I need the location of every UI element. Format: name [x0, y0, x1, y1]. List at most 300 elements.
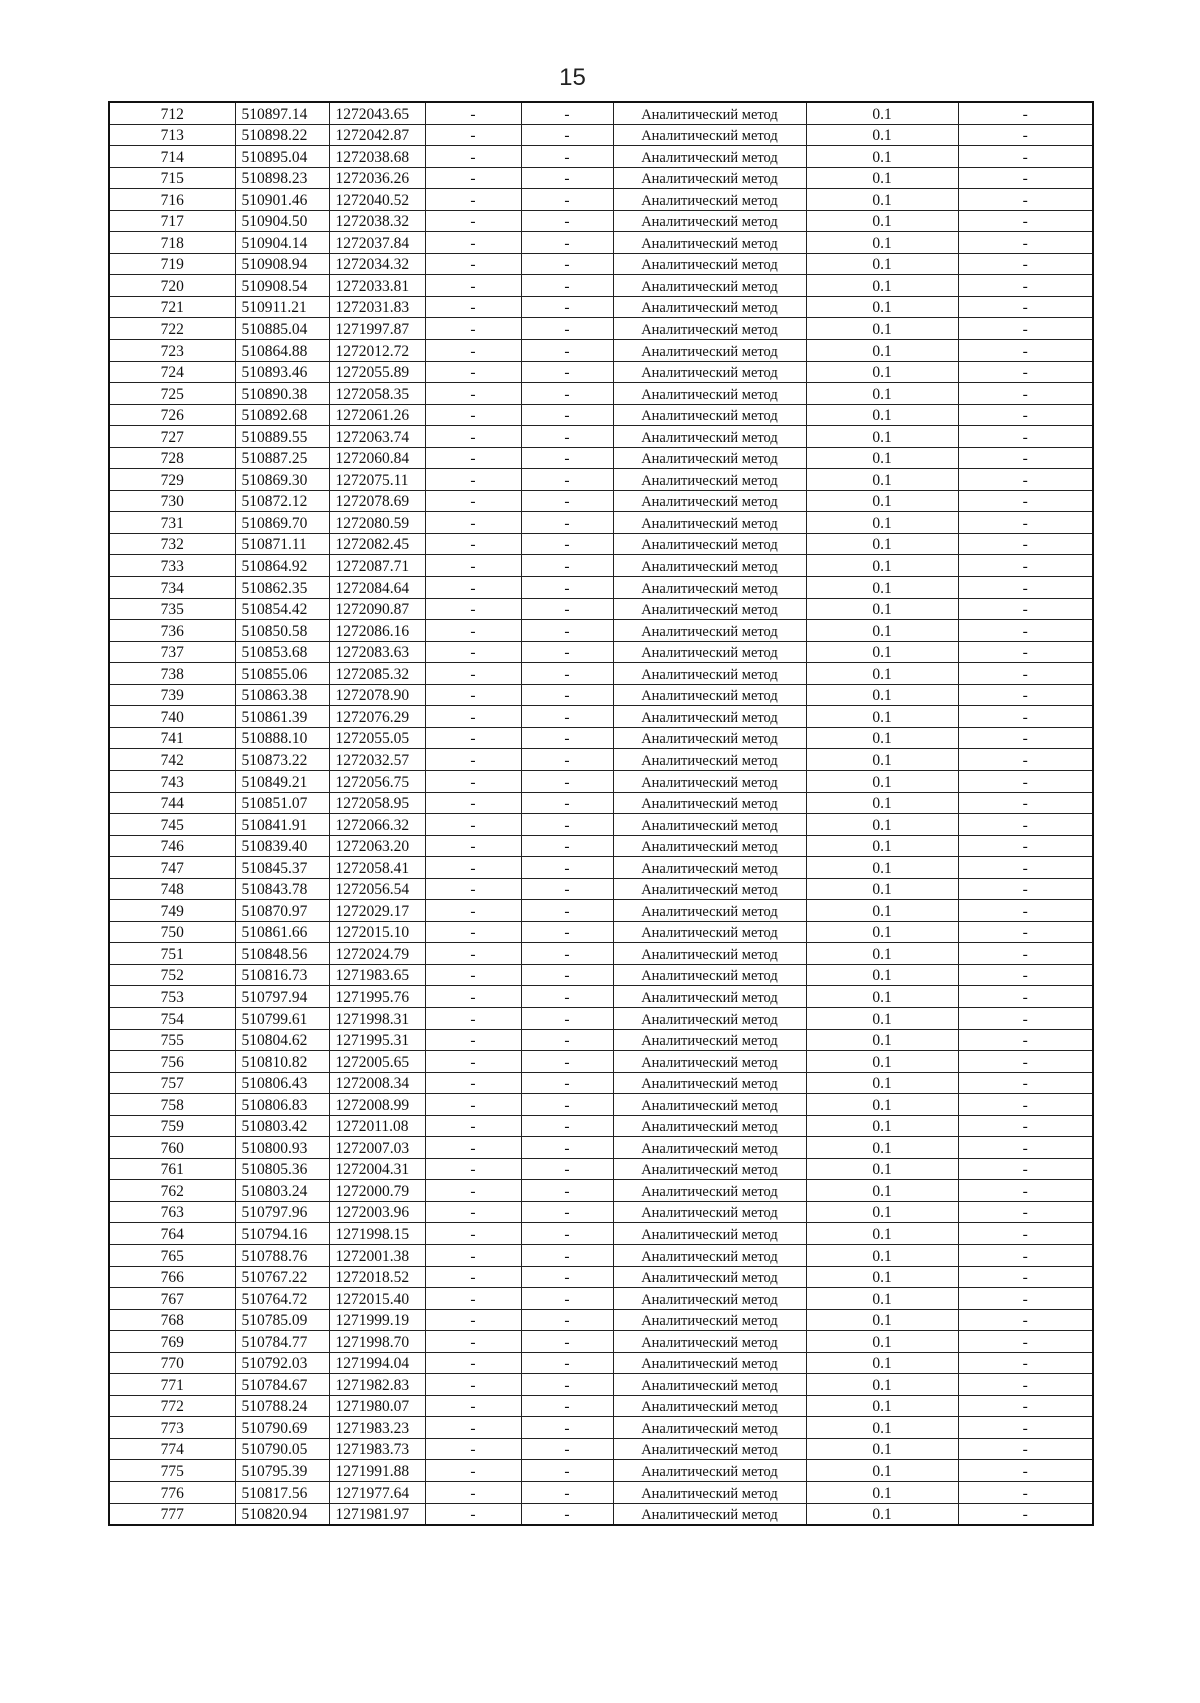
column-8-cell: -	[958, 663, 1093, 685]
column-5-cell: -	[521, 1352, 613, 1374]
column-8-cell: -	[958, 814, 1093, 836]
accuracy-cell: 0.1	[806, 921, 958, 943]
point-number-cell: 722	[109, 318, 235, 340]
table-row	[109, 253, 1093, 275]
point-number-cell: 735	[109, 598, 235, 620]
column-4-cell: -	[425, 814, 521, 836]
table-row	[109, 706, 1093, 728]
table-row	[109, 1288, 1093, 1310]
accuracy-cell: 0.1	[806, 102, 958, 124]
column-8-cell: -	[958, 1007, 1093, 1029]
x-coordinate-cell: 510817.56	[235, 1482, 329, 1504]
method-cell: Аналитический метод	[613, 1201, 806, 1223]
x-coordinate-cell: 510784.77	[235, 1331, 329, 1353]
y-coordinate-cell: 1272000.79	[329, 1180, 425, 1202]
column-5-cell: -	[521, 189, 613, 211]
y-coordinate-cell: 1271983.65	[329, 964, 425, 986]
accuracy-cell: 0.1	[806, 1158, 958, 1180]
point-number-cell: 749	[109, 900, 235, 922]
accuracy-cell: 0.1	[806, 340, 958, 362]
accuracy-cell: 0.1	[806, 1094, 958, 1116]
table-row	[109, 555, 1093, 577]
table-row	[109, 232, 1093, 254]
y-coordinate-cell: 1272018.52	[329, 1266, 425, 1288]
y-coordinate-cell: 1271994.04	[329, 1352, 425, 1374]
column-4-cell: -	[425, 857, 521, 879]
y-coordinate-cell: 1272056.75	[329, 770, 425, 792]
y-coordinate-cell: 1272011.08	[329, 1115, 425, 1137]
table-row	[109, 1352, 1093, 1374]
accuracy-cell: 0.1	[806, 1331, 958, 1353]
x-coordinate-cell: 510904.50	[235, 210, 329, 232]
accuracy-cell: 0.1	[806, 167, 958, 189]
y-coordinate-cell: 1272040.52	[329, 189, 425, 211]
table-row	[109, 146, 1093, 168]
column-8-cell: -	[958, 232, 1093, 254]
column-8-cell: -	[958, 620, 1093, 642]
column-4-cell: -	[425, 1503, 521, 1525]
column-4-cell: -	[425, 232, 521, 254]
x-coordinate-cell: 510795.39	[235, 1460, 329, 1482]
method-cell: Аналитический метод	[613, 1180, 806, 1202]
x-coordinate-cell: 510861.66	[235, 921, 329, 943]
x-coordinate-cell: 510873.22	[235, 749, 329, 771]
x-coordinate-cell: 510792.03	[235, 1352, 329, 1374]
column-8-cell: -	[958, 921, 1093, 943]
table-row	[109, 383, 1093, 405]
column-5-cell: -	[521, 1460, 613, 1482]
x-coordinate-cell: 510864.92	[235, 555, 329, 577]
method-cell: Аналитический метод	[613, 986, 806, 1008]
column-8-cell: -	[958, 1029, 1093, 1051]
method-cell: Аналитический метод	[613, 878, 806, 900]
column-4-cell: -	[425, 1180, 521, 1202]
y-coordinate-cell: 1272090.87	[329, 598, 425, 620]
y-coordinate-cell: 1272008.34	[329, 1072, 425, 1094]
y-coordinate-cell: 1271980.07	[329, 1395, 425, 1417]
y-coordinate-cell: 1272032.57	[329, 749, 425, 771]
column-8-cell: -	[958, 684, 1093, 706]
x-coordinate-cell: 510764.72	[235, 1288, 329, 1310]
column-4-cell: -	[425, 835, 521, 857]
x-coordinate-cell: 510850.58	[235, 620, 329, 642]
column-8-cell: -	[958, 318, 1093, 340]
column-5-cell: -	[521, 1115, 613, 1137]
method-cell: Аналитический метод	[613, 792, 806, 814]
method-cell: Аналитический метод	[613, 900, 806, 922]
column-8-cell: -	[958, 210, 1093, 232]
method-cell: Аналитический метод	[613, 663, 806, 685]
table-row	[109, 1503, 1093, 1525]
table-row	[109, 533, 1093, 555]
coordinates-table	[108, 101, 1094, 1526]
point-number-cell: 773	[109, 1417, 235, 1439]
accuracy-cell: 0.1	[806, 1201, 958, 1223]
column-4-cell: -	[425, 533, 521, 555]
point-number-cell: 730	[109, 490, 235, 512]
column-8-cell: -	[958, 1201, 1093, 1223]
column-8-cell: -	[958, 964, 1093, 986]
y-coordinate-cell: 1272080.59	[329, 512, 425, 534]
accuracy-cell: 0.1	[806, 900, 958, 922]
method-cell: Аналитический метод	[613, 167, 806, 189]
y-coordinate-cell: 1272085.32	[329, 663, 425, 685]
column-4-cell: -	[425, 1051, 521, 1073]
column-5-cell: -	[521, 296, 613, 318]
method-cell: Аналитический метод	[613, 1331, 806, 1353]
method-cell: Аналитический метод	[613, 1244, 806, 1266]
accuracy-cell: 0.1	[806, 706, 958, 728]
column-5-cell: -	[521, 620, 613, 642]
point-number-cell: 770	[109, 1352, 235, 1374]
method-cell: Аналитический метод	[613, 921, 806, 943]
table-row	[109, 749, 1093, 771]
table-row	[109, 1158, 1093, 1180]
accuracy-cell: 0.1	[806, 490, 958, 512]
column-5-cell: -	[521, 232, 613, 254]
x-coordinate-cell: 510861.39	[235, 706, 329, 728]
column-4-cell: -	[425, 1244, 521, 1266]
column-5-cell: -	[521, 426, 613, 448]
x-coordinate-cell: 510851.07	[235, 792, 329, 814]
y-coordinate-cell: 1272055.05	[329, 727, 425, 749]
column-5-cell: -	[521, 749, 613, 771]
accuracy-cell: 0.1	[806, 1309, 958, 1331]
column-4-cell: -	[425, 555, 521, 577]
table-row	[109, 124, 1093, 146]
method-cell: Аналитический метод	[613, 1029, 806, 1051]
accuracy-cell: 0.1	[806, 1223, 958, 1245]
column-5-cell: -	[521, 1244, 613, 1266]
y-coordinate-cell: 1272003.96	[329, 1201, 425, 1223]
x-coordinate-cell: 510767.22	[235, 1266, 329, 1288]
method-cell: Аналитический метод	[613, 232, 806, 254]
accuracy-cell: 0.1	[806, 1266, 958, 1288]
column-4-cell: -	[425, 1007, 521, 1029]
accuracy-cell: 0.1	[806, 878, 958, 900]
method-cell: Аналитический метод	[613, 1460, 806, 1482]
column-5-cell: -	[521, 641, 613, 663]
column-5-cell: -	[521, 814, 613, 836]
column-8-cell: -	[958, 1374, 1093, 1396]
column-5-cell: -	[521, 727, 613, 749]
point-number-cell: 757	[109, 1072, 235, 1094]
table-row	[109, 1438, 1093, 1460]
method-cell: Аналитический метод	[613, 124, 806, 146]
column-5-cell: -	[521, 835, 613, 857]
y-coordinate-cell: 1272012.72	[329, 340, 425, 362]
x-coordinate-cell: 510785.09	[235, 1309, 329, 1331]
column-5-cell: -	[521, 318, 613, 340]
coordinates-table-body	[109, 102, 1093, 1525]
method-cell: Аналитический метод	[613, 1137, 806, 1159]
point-number-cell: 734	[109, 577, 235, 599]
point-number-cell: 739	[109, 684, 235, 706]
column-8-cell: -	[958, 1482, 1093, 1504]
accuracy-cell: 0.1	[806, 1395, 958, 1417]
accuracy-cell: 0.1	[806, 577, 958, 599]
x-coordinate-cell: 510904.14	[235, 232, 329, 254]
x-coordinate-cell: 510869.70	[235, 512, 329, 534]
x-coordinate-cell: 510841.91	[235, 814, 329, 836]
accuracy-cell: 0.1	[806, 663, 958, 685]
method-cell: Аналитический метод	[613, 1115, 806, 1137]
x-coordinate-cell: 510845.37	[235, 857, 329, 879]
point-number-cell: 714	[109, 146, 235, 168]
y-coordinate-cell: 1271991.88	[329, 1460, 425, 1482]
accuracy-cell: 0.1	[806, 253, 958, 275]
x-coordinate-cell: 510870.97	[235, 900, 329, 922]
x-coordinate-cell: 510854.42	[235, 598, 329, 620]
point-number-cell: 721	[109, 296, 235, 318]
x-coordinate-cell: 510794.16	[235, 1223, 329, 1245]
table-row	[109, 512, 1093, 534]
point-number-cell: 731	[109, 512, 235, 534]
point-number-cell: 752	[109, 964, 235, 986]
column-4-cell: -	[425, 1072, 521, 1094]
accuracy-cell: 0.1	[806, 684, 958, 706]
column-4-cell: -	[425, 340, 521, 362]
method-cell: Аналитический метод	[613, 189, 806, 211]
point-number-cell: 718	[109, 232, 235, 254]
column-8-cell: -	[958, 1158, 1093, 1180]
accuracy-cell: 0.1	[806, 1288, 958, 1310]
accuracy-cell: 0.1	[806, 555, 958, 577]
column-5-cell: -	[521, 1223, 613, 1245]
accuracy-cell: 0.1	[806, 1503, 958, 1525]
method-cell: Аналитический метод	[613, 620, 806, 642]
table-row	[109, 1051, 1093, 1073]
method-cell: Аналитический метод	[613, 447, 806, 469]
point-number-cell: 766	[109, 1266, 235, 1288]
column-4-cell: -	[425, 1438, 521, 1460]
point-number-cell: 736	[109, 620, 235, 642]
column-5-cell: -	[521, 1072, 613, 1094]
x-coordinate-cell: 510843.78	[235, 878, 329, 900]
table-row	[109, 814, 1093, 836]
column-5-cell: -	[521, 1158, 613, 1180]
point-number-cell: 728	[109, 447, 235, 469]
column-8-cell: -	[958, 1137, 1093, 1159]
x-coordinate-cell: 510862.35	[235, 577, 329, 599]
column-4-cell: -	[425, 146, 521, 168]
accuracy-cell: 0.1	[806, 770, 958, 792]
x-coordinate-cell: 510806.43	[235, 1072, 329, 1094]
method-cell: Аналитический метод	[613, 1051, 806, 1073]
method-cell: Аналитический метод	[613, 102, 806, 124]
column-4-cell: -	[425, 189, 521, 211]
x-coordinate-cell: 510892.68	[235, 404, 329, 426]
accuracy-cell: 0.1	[806, 964, 958, 986]
point-number-cell: 768	[109, 1309, 235, 1331]
column-4-cell: -	[425, 641, 521, 663]
column-5-cell: -	[521, 598, 613, 620]
x-coordinate-cell: 510911.21	[235, 296, 329, 318]
method-cell: Аналитический метод	[613, 577, 806, 599]
table-row	[109, 490, 1093, 512]
y-coordinate-cell: 1272029.17	[329, 900, 425, 922]
method-cell: Аналитический метод	[613, 1374, 806, 1396]
accuracy-cell: 0.1	[806, 361, 958, 383]
column-8-cell: -	[958, 404, 1093, 426]
accuracy-cell: 0.1	[806, 146, 958, 168]
column-5-cell: -	[521, 102, 613, 124]
table-row	[109, 986, 1093, 1008]
x-coordinate-cell: 510784.67	[235, 1374, 329, 1396]
page-number: 15	[559, 64, 586, 91]
method-cell: Аналитический метод	[613, 857, 806, 879]
x-coordinate-cell: 510803.42	[235, 1115, 329, 1137]
point-number-cell: 712	[109, 102, 235, 124]
table-row	[109, 1374, 1093, 1396]
column-8-cell: -	[958, 490, 1093, 512]
table-row	[109, 1331, 1093, 1353]
y-coordinate-cell: 1271995.31	[329, 1029, 425, 1051]
column-8-cell: -	[958, 1223, 1093, 1245]
column-5-cell: -	[521, 1007, 613, 1029]
point-number-cell: 720	[109, 275, 235, 297]
method-cell: Аналитический метод	[613, 1352, 806, 1374]
x-coordinate-cell: 510788.24	[235, 1395, 329, 1417]
table-row	[109, 361, 1093, 383]
table-row	[109, 964, 1093, 986]
y-coordinate-cell: 1272038.32	[329, 210, 425, 232]
point-number-cell: 719	[109, 253, 235, 275]
y-coordinate-cell: 1271983.73	[329, 1438, 425, 1460]
column-4-cell: -	[425, 1094, 521, 1116]
column-5-cell: -	[521, 921, 613, 943]
y-coordinate-cell: 1272015.10	[329, 921, 425, 943]
column-4-cell: -	[425, 770, 521, 792]
accuracy-cell: 0.1	[806, 404, 958, 426]
column-5-cell: -	[521, 684, 613, 706]
accuracy-cell: 0.1	[806, 232, 958, 254]
y-coordinate-cell: 1272058.35	[329, 383, 425, 405]
column-4-cell: -	[425, 921, 521, 943]
method-cell: Аналитический метод	[613, 361, 806, 383]
y-coordinate-cell: 1272034.32	[329, 253, 425, 275]
column-5-cell: -	[521, 1438, 613, 1460]
point-number-cell: 740	[109, 706, 235, 728]
column-4-cell: -	[425, 900, 521, 922]
accuracy-cell: 0.1	[806, 749, 958, 771]
accuracy-cell: 0.1	[806, 318, 958, 340]
point-number-cell: 713	[109, 124, 235, 146]
table-row	[109, 1137, 1093, 1159]
point-number-cell: 760	[109, 1137, 235, 1159]
x-coordinate-cell: 510898.22	[235, 124, 329, 146]
point-number-cell: 746	[109, 835, 235, 857]
column-8-cell: -	[958, 835, 1093, 857]
column-4-cell: -	[425, 1331, 521, 1353]
column-8-cell: -	[958, 770, 1093, 792]
column-5-cell: -	[521, 986, 613, 1008]
method-cell: Аналитический метод	[613, 814, 806, 836]
method-cell: Аналитический метод	[613, 1158, 806, 1180]
column-8-cell: -	[958, 1051, 1093, 1073]
x-coordinate-cell: 510806.83	[235, 1094, 329, 1116]
column-5-cell: -	[521, 900, 613, 922]
y-coordinate-cell: 1272061.26	[329, 404, 425, 426]
y-coordinate-cell: 1272076.29	[329, 706, 425, 728]
table-row	[109, 210, 1093, 232]
method-cell: Аналитический метод	[613, 490, 806, 512]
column-5-cell: -	[521, 383, 613, 405]
table-row	[109, 943, 1093, 965]
point-number-cell: 777	[109, 1503, 235, 1525]
point-number-cell: 763	[109, 1201, 235, 1223]
table-row	[109, 598, 1093, 620]
accuracy-cell: 0.1	[806, 275, 958, 297]
point-number-cell: 733	[109, 555, 235, 577]
column-8-cell: -	[958, 1266, 1093, 1288]
y-coordinate-cell: 1272087.71	[329, 555, 425, 577]
column-5-cell: -	[521, 447, 613, 469]
x-coordinate-cell: 510805.36	[235, 1158, 329, 1180]
column-5-cell: -	[521, 512, 613, 534]
x-coordinate-cell: 510863.38	[235, 684, 329, 706]
accuracy-cell: 0.1	[806, 641, 958, 663]
column-5-cell: -	[521, 1137, 613, 1159]
column-4-cell: -	[425, 383, 521, 405]
point-number-cell: 756	[109, 1051, 235, 1073]
method-cell: Аналитический метод	[613, 706, 806, 728]
x-coordinate-cell: 510810.82	[235, 1051, 329, 1073]
table-row	[109, 447, 1093, 469]
method-cell: Аналитический метод	[613, 469, 806, 491]
column-5-cell: -	[521, 490, 613, 512]
column-5-cell: -	[521, 404, 613, 426]
column-4-cell: -	[425, 1374, 521, 1396]
x-coordinate-cell: 510855.06	[235, 663, 329, 685]
method-cell: Аналитический метод	[613, 253, 806, 275]
y-coordinate-cell: 1271995.76	[329, 986, 425, 1008]
column-8-cell: -	[958, 189, 1093, 211]
table-row	[109, 404, 1093, 426]
column-8-cell: -	[958, 1395, 1093, 1417]
x-coordinate-cell: 510885.04	[235, 318, 329, 340]
x-coordinate-cell: 510901.46	[235, 189, 329, 211]
accuracy-cell: 0.1	[806, 1482, 958, 1504]
column-8-cell: -	[958, 124, 1093, 146]
column-5-cell: -	[521, 361, 613, 383]
column-5-cell: -	[521, 1288, 613, 1310]
table-row	[109, 1007, 1093, 1029]
accuracy-cell: 0.1	[806, 1072, 958, 1094]
column-5-cell: -	[521, 533, 613, 555]
x-coordinate-cell: 510849.21	[235, 770, 329, 792]
table-row	[109, 620, 1093, 642]
column-4-cell: -	[425, 1223, 521, 1245]
column-4-cell: -	[425, 1395, 521, 1417]
column-8-cell: -	[958, 296, 1093, 318]
column-8-cell: -	[958, 749, 1093, 771]
method-cell: Аналитический метод	[613, 146, 806, 168]
column-5-cell: -	[521, 857, 613, 879]
point-number-cell: 717	[109, 210, 235, 232]
accuracy-cell: 0.1	[806, 1374, 958, 1396]
accuracy-cell: 0.1	[806, 835, 958, 857]
point-number-cell: 751	[109, 943, 235, 965]
column-8-cell: -	[958, 857, 1093, 879]
point-number-cell: 755	[109, 1029, 235, 1051]
point-number-cell: 771	[109, 1374, 235, 1396]
column-8-cell: -	[958, 340, 1093, 362]
column-4-cell: -	[425, 1029, 521, 1051]
column-4-cell: -	[425, 1266, 521, 1288]
column-8-cell: -	[958, 1438, 1093, 1460]
column-4-cell: -	[425, 684, 521, 706]
